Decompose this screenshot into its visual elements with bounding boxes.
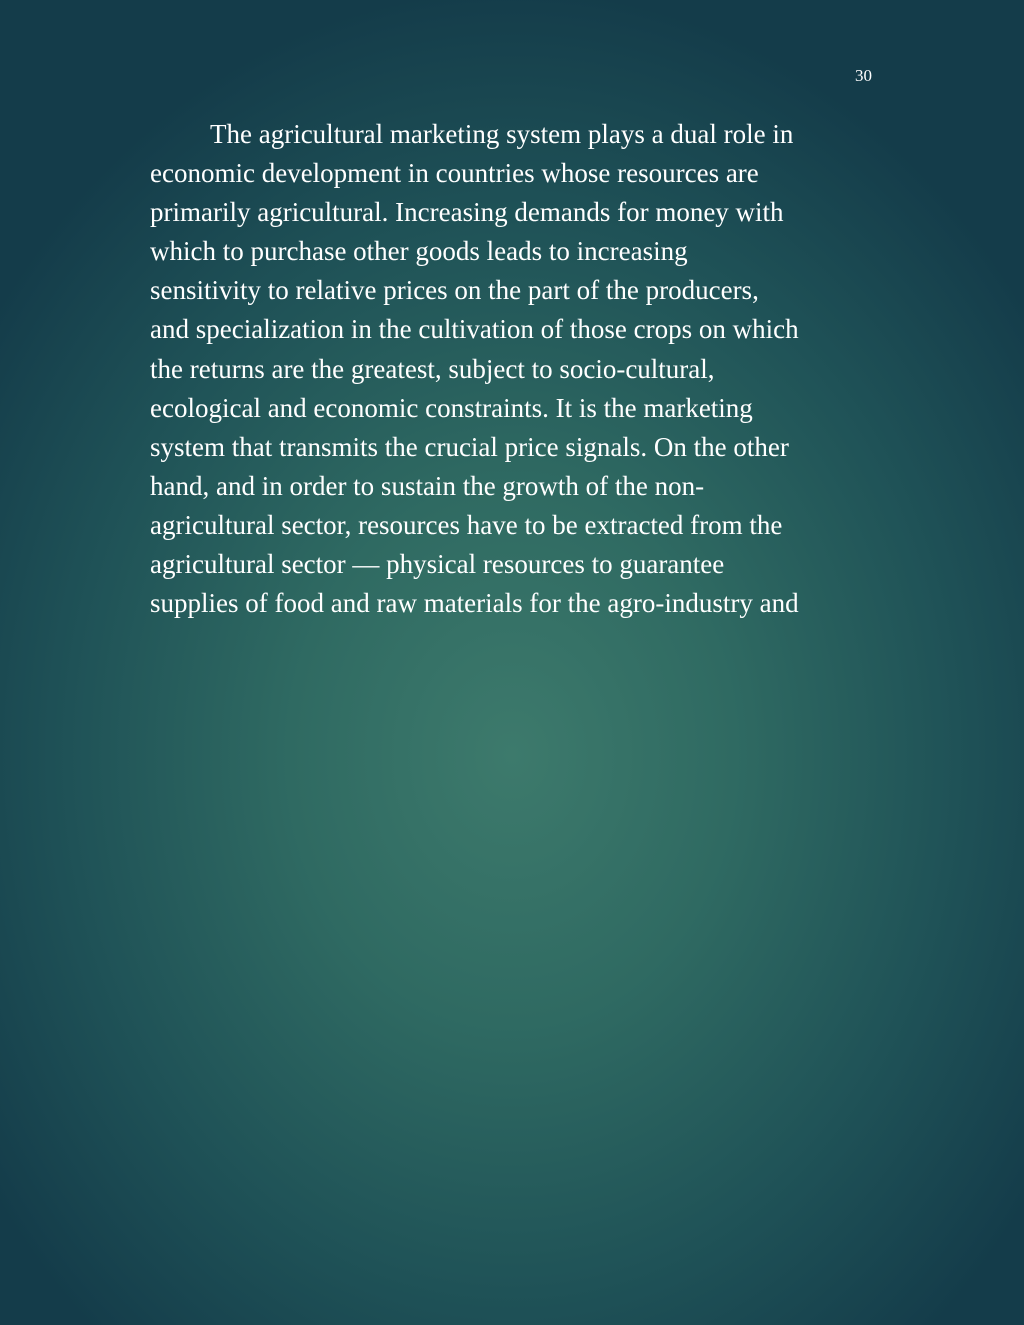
- page-number: 30: [855, 66, 872, 85]
- paragraph-line: economic development in countries whose resources are: [150, 158, 759, 189]
- paragraph-line: The agricultural marketing system plays a dual role in: [210, 119, 794, 149]
- paragraph-line: agricultural sector — physical resources to guarantee: [150, 549, 725, 580]
- paragraph-line: hand, and in order to sustain the growth of the non-: [150, 470, 705, 501]
- body-paragraph: [150, 115, 874, 623]
- paragraph-line: the returns are the greatest, subject to socio-cultural,: [150, 353, 715, 384]
- paragraph-line: ecological and economic constraints. It is the marketing: [150, 392, 753, 423]
- paragraph-line: sensitivity to relative prices on the part of the producers,: [150, 275, 759, 306]
- paragraph-line: primarily agricultural. Increasing demands for money with: [150, 197, 784, 228]
- paragraph-line: supplies of food and raw materials for the agro-industry and: [150, 588, 799, 619]
- paragraph-line: system that transmits the crucial price signals. On the other: [150, 431, 789, 462]
- paragraph-line: which to purchase other goods leads to increasing: [150, 236, 688, 267]
- paragraph-line: agricultural sector, resources have to be extracted from the: [150, 509, 783, 540]
- paragraph-line: and specialization in the cultivation of those crops on which: [150, 314, 799, 345]
